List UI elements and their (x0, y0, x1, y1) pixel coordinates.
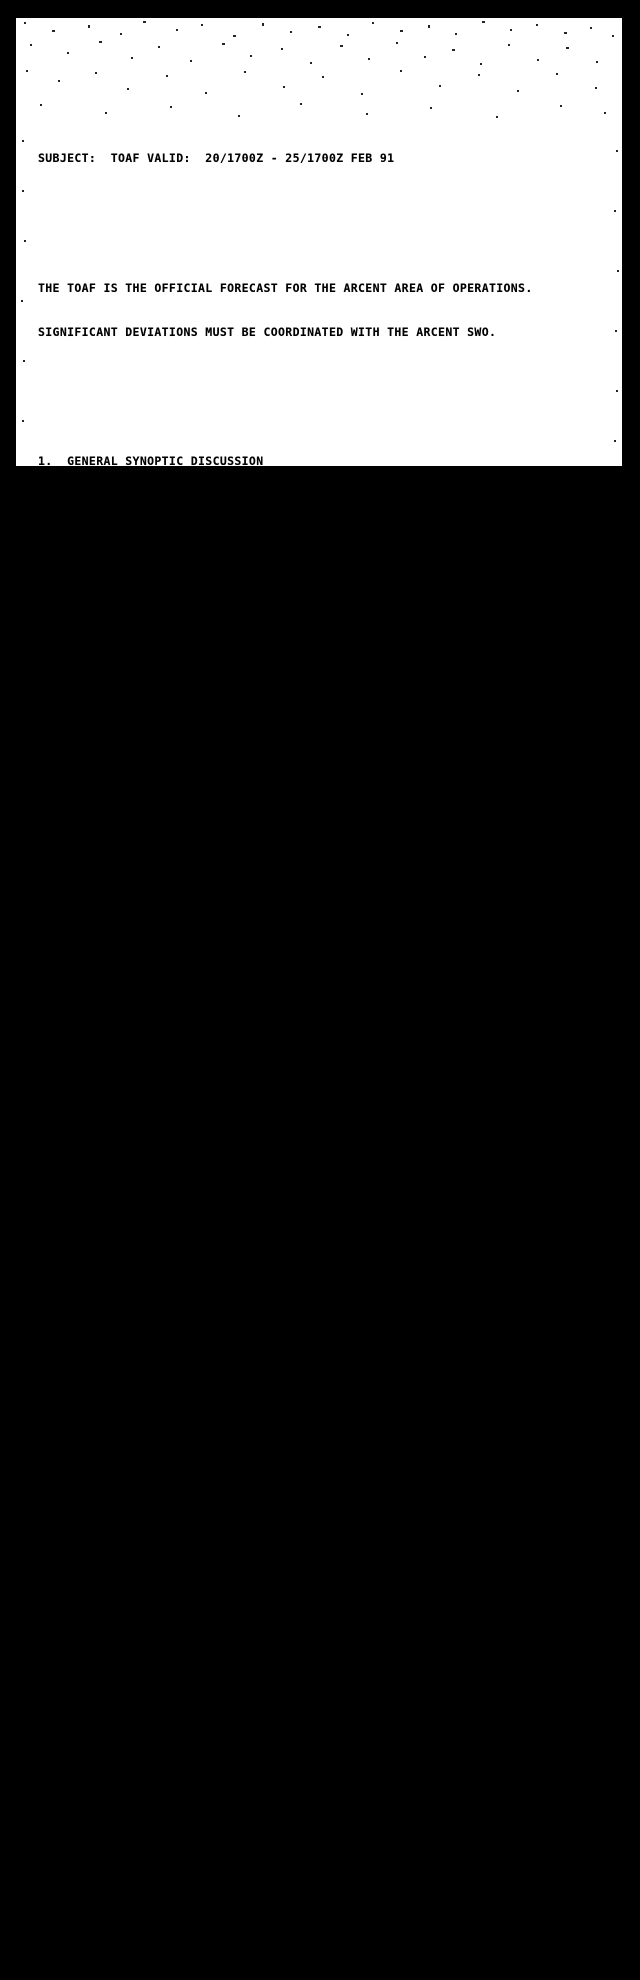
paragraph-a-line: CURRENTLY OVER LIBYA AND IS ADVECTING MID/HIGH CLOUD CEILINGS INTO (38, 1109, 519, 1124)
paragraph-a-line: APPROX 30N 43E. A SURFACE TROF EXTENDED FROM THE LOW TO THE (38, 627, 475, 642)
paragraph-a-line: CURRENTLY MOVING ALONG THE SUB TROPICAL JET. THIS FEATURE IS (38, 1065, 482, 1080)
intro-line-1: THE TOAF IS THE OFFICIAL FORECAST FOR THE ARCENT AREA OF OPERATIONS. (38, 280, 533, 295)
page-border-left (0, 0, 16, 480)
paragraph-a-line: MAIN CLOUD BAND HAS MOVED OUT OVER THE ARABIAN GULF AND INTO IRAN. (38, 934, 519, 949)
paragraph-a-line: A. CURRENT: AN LAWC FOR 20/07Z INDICATED A SURFACE LOW LOCATED (38, 584, 533, 598)
section-2-heading-text: 2. AREA OF OPERATIONS FORECAST (THRU 48HRS) (38, 1762, 351, 1777)
paragraph-a-line: EXTENDING SOUTHWARD ACROSS THE KUWAIT/SAUDI/NEUTRAL ZONE BORDER (38, 802, 497, 817)
paragraph-a-line: SURFACE WINDS ARE STARTING TO GUST UP TO 20KTS IN SOME LOCATIONS. (38, 890, 511, 905)
section-2-item-a (38, 1863, 598, 1936)
subject-line: SUBJECT: TOAF VALID: 20/1700Z - 25/1700Z FEB 91 (38, 150, 395, 165)
paragraph-b-line: TOMORROW SKIES WILL BE PREDOMINATELY SCATTERED, BUT WILL INCREASE ON (38, 1501, 533, 1516)
document-body (38, 78, 598, 1980)
paragraph-a-line: PREDOMINATELY SCATTERED. OVER NORTH AFRICA ANOTHER SHORT WAVE IS (38, 1021, 511, 1036)
paragraph-b-line: OF THE AO, I DON'T EXPECT THUNDERSTORMS FOR THE AO. (38, 1633, 409, 1648)
paragraph-b-line: B. FORECAST: SURFACE LOW WILL CONTINUE TO MOVE EASTWARD. AS (38, 1282, 519, 1297)
paragraph-a-line: TROF IS TRACKING EASTWARD. CURRENT OBS INDICATE THAT THE LOW IS (38, 715, 504, 730)
paragraph-b-line: WILL PICK UP LATE THIS AFTERNOON, THEN DIE DOWN OVERNIGHT. WINDS (38, 1370, 511, 1385)
section-2-heading (38, 1734, 598, 1807)
paragraph-b-line: STRONG DRYING IN THE LOWER LEVELS WILL TAKE PLACE OVERNIGHT. (38, 1458, 475, 1473)
paragraph-b-line: SURFACE CONVERGENCE, ASSOCIATED WITH THE SURFACE TROF, ALREADY EAST (38, 1589, 526, 1604)
paragraph-a-line: LOCATED TO THE NORTHEAST OF THE NEUTRAL ZONE, WITH THE SURFACE TROF (38, 759, 526, 774)
section-2-item-a-text: A. WESTERN AOR (38, 1892, 177, 1907)
paragraph-a-line: REGION. STRONG CAPPING IS TAKING PLACE BEHIND THE TROF, SUF (38, 846, 475, 861)
page-border-top (0, 0, 640, 18)
subject-block (38, 122, 598, 195)
intro-line-2: SIGNIFICANT DEVIATIONS MUST BE COORDINATED WITH THE ARCENT SWO. (38, 324, 497, 339)
paragraph-a-line: SOME MID CLOUDS LINGER ALONG THE COAST, INLAND AREAS ARE (38, 978, 446, 993)
paragraph-a-line: SOUTHWEST AND WAS LOCATED APPROX 60NM WEST OF RIYADH. THIS LOW AND (38, 671, 526, 686)
paragraph-a-current (38, 555, 598, 1197)
intro-paragraph (38, 252, 598, 369)
paragraph-b-forecast (38, 1254, 598, 1677)
section-1-heading-text: 1. GENERAL SYNOPTIC DISCUSSION (38, 454, 264, 469)
paragraph-a-line: WESTERN EGYPT. (38, 1153, 140, 1168)
paragraph-b-line: IT DOES, SURFACE WINDS WILL SWING AROUND TO THE NORTHWEST. WINDS (38, 1326, 511, 1341)
paragraph-b-line: ARE EXPECTED TO GUST TOMORROW, THEN DIE DOWN AGAIN ON DAY TWO. (38, 1414, 489, 1429)
section-1-heading (38, 425, 598, 498)
paragraph-b-line: DAY TWO AS THE SHORT WAVE OVER LIBYA APPROACHES THE AO. WITH (38, 1545, 482, 1560)
page-border-right (622, 0, 640, 480)
